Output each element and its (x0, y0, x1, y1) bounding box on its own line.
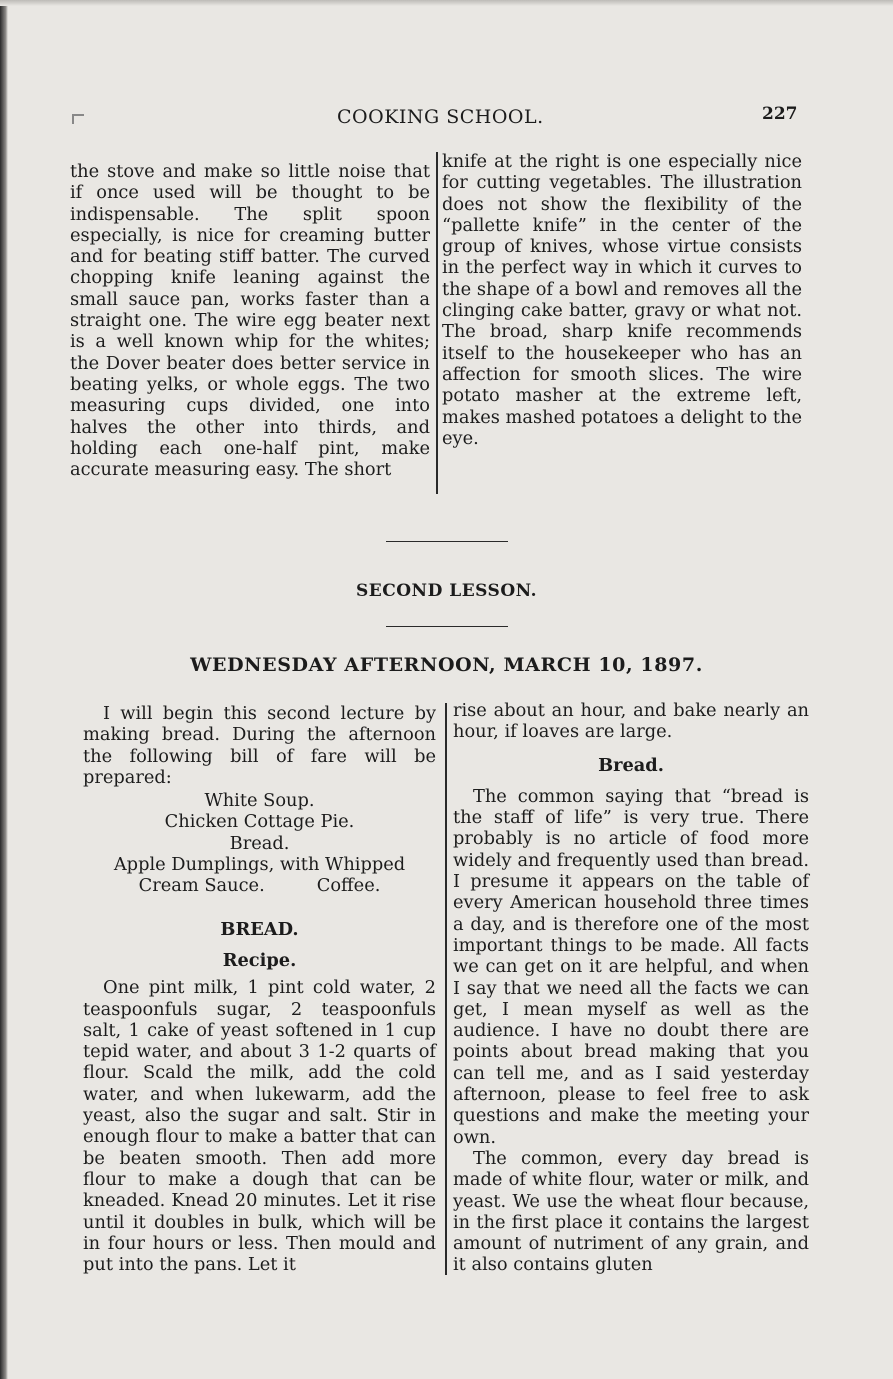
top-right-column (442, 151, 802, 449)
menu-item: White Soup. (204, 790, 315, 812)
bread-subheading: Bread. (598, 754, 664, 776)
recipe-continued: rise about an hour, and bake nearly an hour, if loaves are large. (453, 700, 809, 743)
bottom-left-column (83, 703, 436, 1275)
bottom-right-column (453, 700, 809, 1276)
bread-paragraph-1: The common saying that “bread is the staff of life” is very true. There probably is no article of food more widely and frequently used than bread. I presume it appears on the table of every American household three times a day, and is therefore one of the most important things to be made. All facts we can get on it are helpful, and when I say that we need all the facts we can get, I mean myself as well as the audience. I have no doubt there are points about bread making that you can tell me, and as I said yesterday afternoon, please to feel free to ask questions and make the meeting your own. (453, 785, 809, 1148)
menu-item-sauce: Cream Sauce. (138, 875, 265, 897)
menu-item (83, 875, 436, 896)
recipe-paragraph: One pint milk, 1 pint cold water, 2 teaspoonfuls sugar, 2 teaspoonfuls salt, 1 cake of yeast softened in 1 cup tepid water, and about 3 1-2 quarts of flour. Scald the milk, add the cold water, and when lukewarm, add the yeast, also the sugar and salt. Stir in enough flour to make a batter that can be beaten smooth. Then add more flour to make a dough that can be kneaded. Knead 20 minutes. Let it rise until it doubles in bulk, which will be in four hours or less. Then mould and put into the pans. Let it (83, 977, 436, 1276)
bread-paragraph-2: The common, every day bread is made of white flour, water or milk, and yeast. We use the wheat flour because, in the first place it contains the largest amount of nutriment of any grain, and it also contains gluten (453, 1147, 809, 1276)
top-left-text: the stove and make so little noise that if once used will be thought to be indispensable. The split spoon especially, is nice for creaming butter and for beating stiff batter. The curved chopping knife leaning against the small sauce pan, works faster than a straight one. The wire egg beater next is a well known whip for the whites; the Dover beater does better service in beating yelks, or whole eggs. The two measuring cups divided, one into halves the other into thirds, and holding each one-half pint, make accurate measuring easy. The short (70, 161, 430, 481)
menu-item: Chicken Cottage Pie. (164, 811, 355, 833)
running-title: COOKING SCHOOL. (337, 106, 544, 128)
top-left-column (70, 161, 430, 480)
lesson-title: SECOND LESSON. (355, 581, 538, 601)
menu-item: Apple Dumplings, with Whipped (113, 854, 406, 876)
recipe-heading: Recipe. (222, 949, 297, 971)
menu-list (83, 790, 436, 896)
page-top-edge (0, 0, 893, 6)
column-divider-bottom (445, 703, 447, 1275)
top-right-text: knife at the right is one especially nice for cutting vegetables. The illustration does not show the flexibility of the “pallette knife” in the center of the group of knives, whose virtue consists in the perfect way in which it curves to the shape of a bowl and removes all the clinging cake batter, gravy or what not. The broad, sharp knife recommends itself to the housekeeper who has an affection for smooth slices. The wire potato masher at the extreme left, makes mashed potatoes a delight to the eye. (442, 151, 802, 449)
date-heading: WEDNESDAY AFTERNOON, MARCH 10, 1897. (190, 654, 703, 676)
printer-mark (72, 114, 84, 124)
menu-item: Bread. (229, 832, 290, 854)
rule-below-lesson (386, 626, 508, 627)
menu-item-coffee: Coffee. (316, 875, 381, 897)
running-header (0, 104, 893, 132)
page-edge-shadow (0, 0, 8, 1379)
bread-heading: BREAD. (220, 918, 299, 940)
page-number: 227 (762, 104, 798, 124)
intro-paragraph: I will begin this second lecture by making bread. During the afternoon the following bill of fare will be prepared: (83, 703, 436, 788)
rule-above-lesson (386, 541, 508, 542)
column-divider-top (436, 152, 438, 494)
